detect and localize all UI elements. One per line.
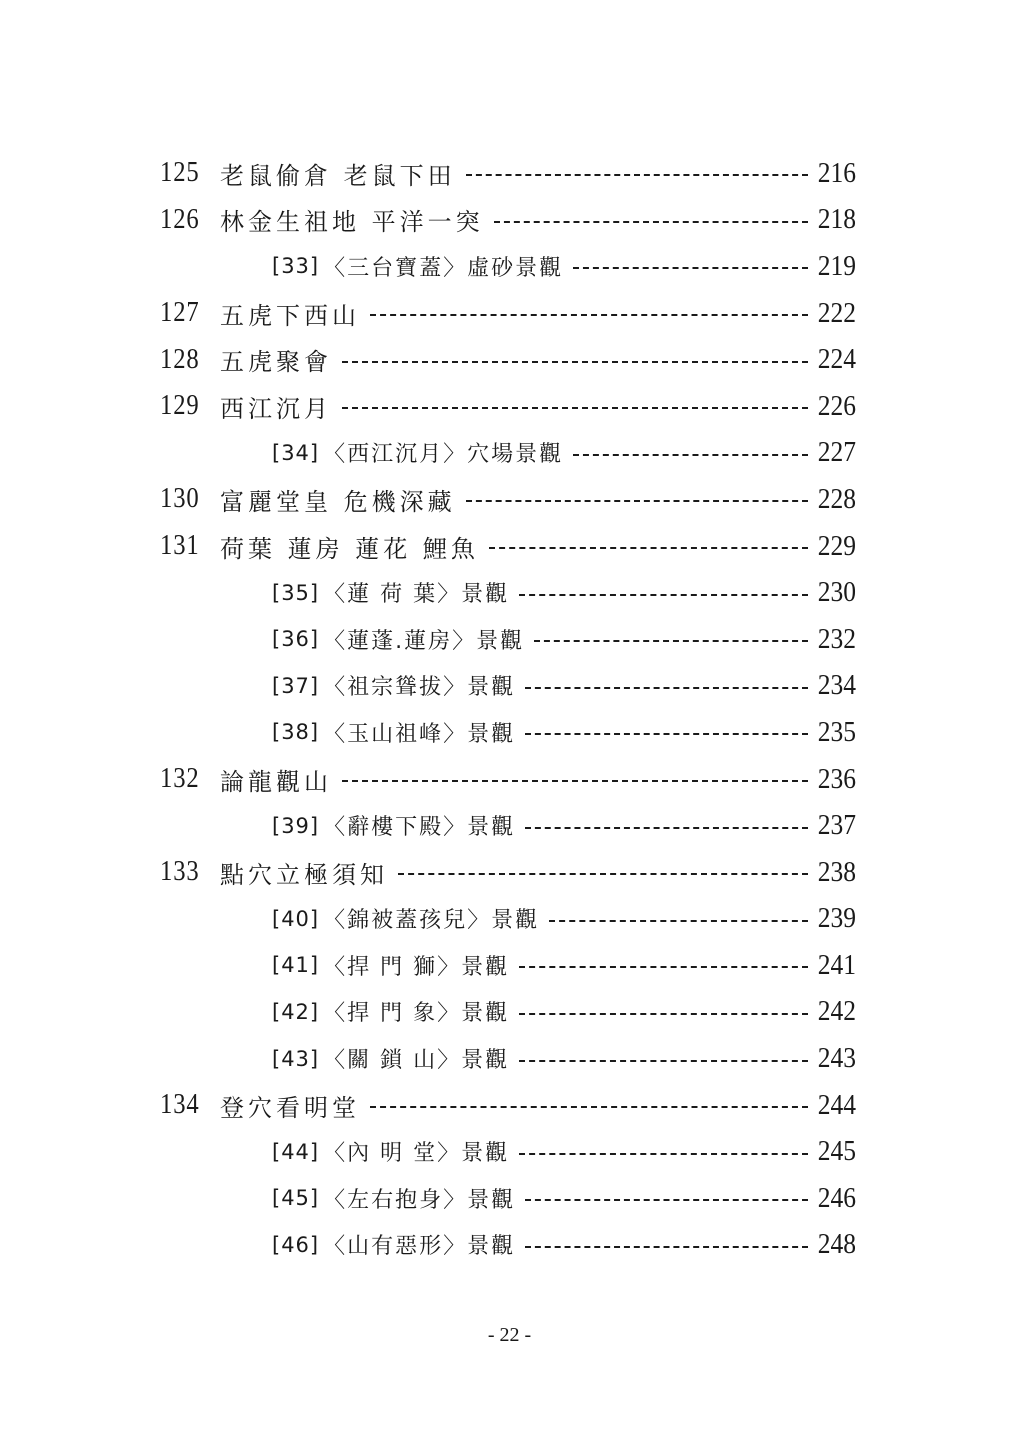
toc-subentry-index: [44] [272, 1139, 320, 1164]
toc-entry-title: 〈蓮 荷 葉〉景觀 [323, 582, 510, 608]
toc-entry-number: 132 [160, 763, 200, 795]
toc-subentry-index: [45] [272, 1186, 320, 1211]
toc-subentry[interactable] [160, 1128, 856, 1175]
toc-page-number: 219 [817, 249, 856, 282]
toc-entry-title: 〈玉山祖峰〉景觀 [323, 721, 516, 747]
toc-entry-title: 〈蓮蓬.蓮房〉景觀 [323, 628, 525, 654]
dot-leader [398, 873, 808, 875]
toc-subentry-index: [41] [272, 953, 320, 978]
toc-entry-title: 林金生祖地 平洋一突 [220, 208, 484, 237]
toc-entry-number: 131 [160, 530, 200, 562]
dot-leader [519, 594, 808, 596]
toc-subentry-index: [46] [272, 1232, 320, 1257]
toc-entry-title: 〈西江沉月〉穴場景觀 [323, 442, 564, 468]
toc-subentry[interactable] [160, 1035, 856, 1082]
toc-entry-number: 125 [160, 157, 200, 189]
toc-subentry-index: [40] [272, 906, 320, 931]
toc-page-number: 229 [817, 529, 856, 562]
toc-page-number: 232 [817, 622, 856, 655]
dot-leader [549, 920, 808, 922]
dot-leader [519, 1060, 808, 1062]
toc-page-number: 227 [817, 436, 856, 469]
toc-subentry[interactable] [160, 616, 856, 663]
toc-entry[interactable] [160, 849, 856, 896]
toc-subentry-index: [34] [272, 440, 320, 465]
toc-entry-title: 〈左右抱身〉景觀 [323, 1187, 516, 1213]
toc-page-number: 238 [817, 855, 856, 888]
toc-entry[interactable] [160, 383, 856, 430]
toc-subentry-index: [35] [272, 580, 320, 605]
dot-leader [370, 1106, 808, 1108]
toc-page-number: 237 [817, 809, 856, 842]
toc-entry-title: 〈辭樓下殿〉景觀 [323, 815, 516, 841]
toc-entry-title: 〈錦被蓋孩兒〉景觀 [323, 908, 540, 934]
dot-leader [519, 966, 808, 968]
toc-subentry[interactable] [160, 430, 856, 477]
toc-entry-title: 〈內 明 堂〉景觀 [323, 1141, 510, 1167]
dot-leader [370, 314, 808, 316]
dot-leader [466, 174, 808, 176]
dot-leader [342, 361, 808, 363]
toc-page-number: 245 [817, 1135, 856, 1168]
toc-subentry[interactable] [160, 942, 856, 989]
toc-page-number: 242 [817, 995, 856, 1028]
dot-leader [466, 500, 808, 502]
toc-page-number: 248 [817, 1228, 856, 1261]
toc-entry-title: 〈捍 門 象〉景觀 [323, 1001, 510, 1027]
toc-subentry[interactable] [160, 802, 856, 849]
toc-subentry[interactable] [160, 989, 856, 1036]
toc-entry-title: 論龍觀山 [220, 767, 332, 796]
toc-entry-number: 128 [160, 343, 200, 375]
toc-entry-title: 五虎下西山 [220, 301, 360, 330]
toc-subentry[interactable] [160, 1222, 856, 1269]
toc-entry-title: 〈三台寶蓋〉虛砂景觀 [323, 255, 564, 281]
toc-entry-title: 〈山有惡形〉景觀 [323, 1234, 516, 1260]
toc-entry[interactable] [160, 336, 856, 383]
toc-entry-title: 西江沉月 [220, 394, 332, 423]
toc-entry[interactable] [160, 523, 856, 570]
table-of-contents [160, 150, 856, 1268]
toc-page-number: 230 [817, 576, 856, 609]
toc-entry-title: 荷葉 蓮房 蓮花 鯉魚 [220, 534, 479, 563]
toc-subentry-index: [38] [272, 720, 320, 745]
toc-subentry[interactable] [160, 1175, 856, 1222]
toc-entry[interactable] [160, 756, 856, 803]
toc-entry-number: 134 [160, 1089, 200, 1121]
toc-entry[interactable] [160, 476, 856, 523]
toc-entry-number: 130 [160, 483, 200, 515]
toc-subentry-index: [33] [272, 254, 320, 279]
toc-entry-title: 〈關 鎖 山〉景觀 [323, 1048, 510, 1074]
dot-leader [573, 454, 808, 456]
dot-leader [525, 1199, 808, 1201]
toc-entry-title: 富麗堂皇 危機深藏 [220, 487, 456, 516]
dot-leader [525, 687, 808, 689]
page-number-footer: - 22 - [487, 1324, 532, 1346]
dot-leader [525, 733, 808, 735]
dot-leader [525, 1246, 808, 1248]
toc-entry-number: 127 [160, 297, 200, 329]
toc-entry[interactable] [160, 290, 856, 337]
toc-subentry-index: [43] [272, 1046, 320, 1071]
toc-page-number: 228 [817, 482, 856, 515]
dot-leader [489, 547, 808, 549]
dot-leader [519, 1153, 808, 1155]
toc-entry[interactable] [160, 150, 856, 197]
toc-page-number: 246 [817, 1181, 856, 1214]
toc-subentry-index: [39] [272, 813, 320, 838]
toc-page-number: 241 [817, 948, 856, 981]
dot-leader [525, 827, 808, 829]
toc-subentry[interactable] [160, 569, 856, 616]
toc-entry-number: 126 [160, 203, 200, 235]
toc-page-number: 243 [817, 1042, 856, 1075]
toc-page-number: 235 [817, 715, 856, 748]
toc-entry[interactable] [160, 1082, 856, 1129]
toc-subentry-index: [42] [272, 999, 320, 1024]
toc-entry-title: 登穴看明堂 [220, 1093, 360, 1122]
toc-entry-title: 老鼠偷倉 老鼠下田 [220, 161, 456, 190]
toc-entry-title: 五虎聚會 [220, 348, 332, 377]
toc-subentry[interactable] [160, 663, 856, 710]
toc-entry-title: 〈捍 門 獅〉景觀 [323, 954, 510, 980]
dot-leader [342, 780, 808, 782]
toc-page-number: 218 [817, 203, 856, 236]
toc-subentry[interactable] [160, 243, 856, 290]
dot-leader [519, 1013, 808, 1015]
toc-subentry-index: [37] [272, 673, 320, 698]
toc-entry-title: 點穴立極須知 [220, 860, 388, 889]
toc-page-number: 222 [817, 296, 856, 329]
toc-page-number: 239 [817, 902, 856, 935]
toc-page-number: 224 [817, 343, 856, 376]
dot-leader [494, 221, 808, 223]
dot-leader [342, 407, 808, 409]
toc-subentry[interactable] [160, 896, 856, 943]
toc-entry-title: 〈祖宗聳拔〉景觀 [323, 675, 516, 701]
toc-page-number: 234 [817, 669, 856, 702]
toc-subentry[interactable] [160, 709, 856, 756]
toc-page-number: 236 [817, 762, 856, 795]
toc-entry[interactable] [160, 197, 856, 244]
toc-page-number: 244 [817, 1088, 856, 1121]
toc-page-number: 226 [817, 389, 856, 422]
toc-entry-number: 129 [160, 390, 200, 422]
dot-leader [534, 640, 808, 642]
dot-leader [573, 267, 808, 269]
toc-subentry-index: [36] [272, 627, 320, 652]
toc-entry-number: 133 [160, 856, 200, 888]
toc-page-number: 216 [817, 156, 856, 189]
